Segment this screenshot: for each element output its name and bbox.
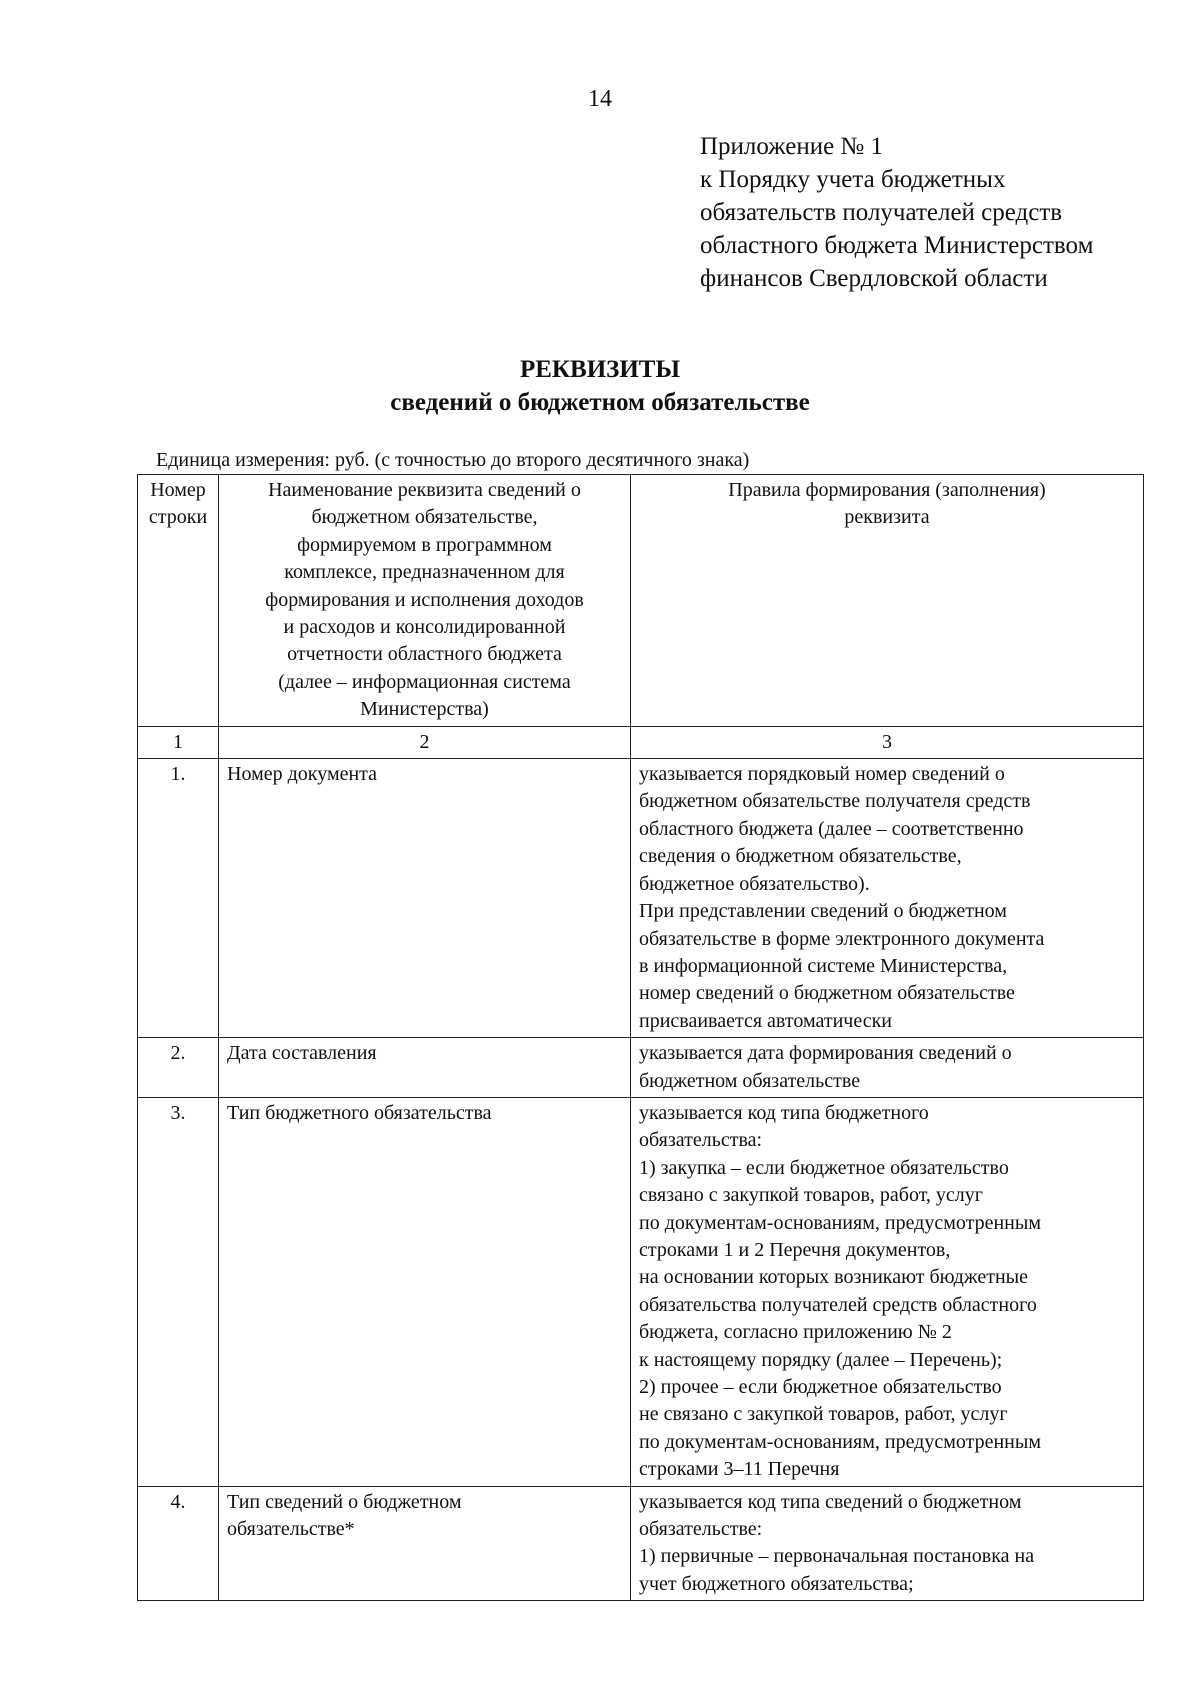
requisites-table [137,474,1144,1601]
requisite-name: Тип бюджетного обязательства [219,1097,631,1486]
appendix-line: финансов Свердловской области [700,265,1048,292]
row-number: 2. [138,1038,219,1098]
unit-of-measure: Единица измерения: руб. (с точностью до второго десятичного знака) [156,449,750,471]
filling-rule: указывается код типа сведений о бюджетном обязательстве: 1) первичные – первоначальная постановка на учет бюджетного обязательства; [631,1486,1144,1601]
header-requisite-name: Наименование реквизита сведений о бюджетном обязательстве, формируемом в программном комплексе, предназначенном для формирования и исполнения доходов и расходов и консолидированной отчетности областного бюджета (далее – информационная система Министерства) [219,475,631,727]
table-header-row [138,475,1144,727]
row-number: 3. [138,1097,219,1486]
table-row [138,1486,1144,1601]
appendix-line: областного бюджета Министерством [700,232,1094,259]
column-index: 1 [138,726,219,758]
document-title [0,353,1200,419]
header-filling-rules: Правила формирования (заполнения) реквизита [631,475,1144,727]
page-number: 14 [588,86,612,112]
column-index-row [138,726,1144,758]
appendix-line: Приложение № 1 [700,133,884,160]
filling-rule: указывается дата формирования сведений о бюджетном обязательстве [631,1038,1144,1098]
requisite-name: Дата составления [219,1038,631,1098]
column-index: 2 [219,726,631,758]
table-row [138,1038,1144,1098]
table-row [138,1097,1144,1486]
appendix-reference [700,130,1160,295]
column-index: 3 [631,726,1144,758]
appendix-line: обязательств получателей средств [700,199,1063,226]
row-number: 1. [138,759,219,1038]
table-row [138,759,1144,1038]
title-main: РЕКВИЗИТЫ [519,356,681,383]
title-subtitle: сведений о бюджетном обязательстве [390,389,810,416]
header-row-number: Номер строки [138,475,219,727]
requisite-name: Номер документа [219,759,631,1038]
filling-rule: указывается порядковый номер сведений о бюджетном обязательстве получателя средств областного бюджета (далее – соответственно сведения о бюджетном обязательстве, бюджетное обязательство). При представлении сведений о бюджетном обязательстве в форме электронного документа в информационной системе Министерства, номер сведений о бюджетном обязательстве присваивается автоматически [631,759,1144,1038]
filling-rule: указывается код типа бюджетного обязательства: 1) закупка – если бюджетное обязательство связано с закупкой товаров, работ, услуг по документам-основаниям, предусмотренным строками 1 и 2 Перечня документов, на основании которых возникают бюджетные обязательства получателей средств областного бюджета, согласно приложению № 2 к настоящему порядку (далее – Перечень); 2) прочее – если бюджетное обязательство не связано с закупкой товаров, работ, услуг по документам-основаниям, предусмотренным строками 3–11 Перечня [631,1097,1144,1486]
appendix-line: к Порядку учета бюджетных [700,166,1006,193]
requisite-name: Тип сведений о бюджетном обязательстве* [219,1486,631,1601]
row-number: 4. [138,1486,219,1601]
